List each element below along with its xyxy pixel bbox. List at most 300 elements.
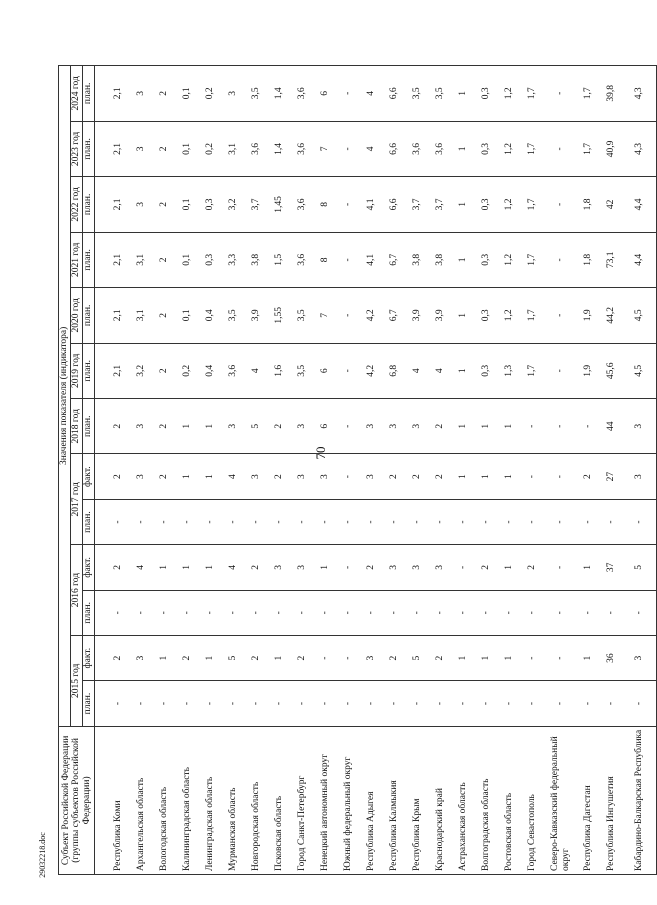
table-row [544,66,577,875]
value-cell: - [314,590,337,635]
table-row [222,66,245,875]
value-cell: - [544,288,577,343]
value-cell: - [176,499,199,544]
subject-name-cell: Ненецкий автономный округ [314,726,337,874]
subject-name-cell: Краснодарский край [429,726,452,874]
value-cell: - [544,545,577,590]
value-cell: 2 [153,288,176,343]
footer-document-code: 29032218.doc [37,832,47,878]
value-cell: 3 [291,454,314,499]
subject-name-cell: Мурманская область [222,726,245,874]
value-cell: - [544,399,577,454]
value-cell: - [383,499,406,544]
value-cell: - [176,681,199,726]
table-row [153,66,176,875]
value-cell: 4,1 [360,232,383,287]
value-cell: 8 [314,232,337,287]
value-cell: 3,5 [291,288,314,343]
value-cell: 1,7 [521,121,544,176]
value-cell: - [475,681,498,726]
value-cell: 2 [291,635,314,680]
subject-column-header: Субъект Российской Федерации (группы субъектов Российской Федерации) [59,726,95,874]
value-cell: - [429,590,452,635]
value-cell: 1 [199,454,222,499]
table-row [623,66,657,875]
value-cell: 3 [130,399,153,454]
value-cell: 1,55 [268,288,291,343]
value-cell: 6,6 [383,121,406,176]
value-cell: 1 [199,635,222,680]
value-cell: - [498,590,521,635]
value-cell: - [498,681,521,726]
subject-name-cell: Город Севастополь [521,726,544,874]
value-cell: 0,1 [176,288,199,343]
subject-name-cell: Ростовская область [498,726,521,874]
value-cell: 6,6 [383,66,406,122]
value-cell: 1 [577,545,600,590]
value-cell: 1,5 [268,232,291,287]
value-cell: - [130,590,153,635]
value-cell: - [577,590,600,635]
value-cell: 0,3 [199,177,222,232]
value-cell: 1 [452,635,475,680]
subject-name-cell: Город Санкт-Петербург [291,726,314,874]
value-cell: - [199,499,222,544]
value-cell: 2,1 [95,288,131,343]
value-cell: 3,7 [406,177,429,232]
value-cell: - [337,635,360,680]
value-cell: - [521,499,544,544]
value-cell: 5 [406,635,429,680]
value-cell: 5 [245,399,268,454]
value-cell: 3 [291,545,314,590]
value-cell: - [337,399,360,454]
table-row [337,66,360,875]
value-cell: 6 [314,343,337,398]
page-number: 70 [313,446,328,460]
value-cell: - [268,499,291,544]
value-cell: 3 [314,454,337,499]
year-header: 2022 год [71,177,83,232]
value-cell: - [337,590,360,635]
value-cell: 3,6 [222,343,245,398]
subject-name-cell: Архангельская область [130,726,153,874]
value-cell: 1,8 [577,177,600,232]
table-row [577,66,600,875]
value-cell: 1 [475,399,498,454]
value-cell: 0,3 [199,232,222,287]
value-cell: 4,5 [623,288,657,343]
value-cell: 45,6 [600,343,623,398]
value-cell: 2 [95,454,131,499]
value-cell: 0,4 [199,288,222,343]
value-cell: - [544,66,577,122]
subject-name-cell: Ленинградская область [199,726,222,874]
value-cell: 3 [623,454,657,499]
value-cell: 2 [429,399,452,454]
value-cell: 1,2 [498,288,521,343]
value-cell: - [577,399,600,454]
value-cell: 3,8 [245,232,268,287]
year-header: 2018 год [71,399,83,454]
value-cell: 3 [429,545,452,590]
value-cell: 2,1 [95,121,131,176]
value-cell: - [521,635,544,680]
value-cell: 3 [360,635,383,680]
value-cell: 4 [222,454,245,499]
value-cell: 1 [498,545,521,590]
value-cell: - [600,499,623,544]
year-header: 2024 год [71,66,83,122]
value-cell: - [199,590,222,635]
value-cell: 1 [452,232,475,287]
sub-header-plan: план. [83,288,95,343]
value-cell: 1 [452,399,475,454]
value-cell: 2 [95,545,131,590]
table-row [314,66,337,875]
value-cell: - [337,232,360,287]
subject-name-cell: Новгородская область [245,726,268,874]
value-cell: 3 [130,121,153,176]
value-cell: 1 [153,635,176,680]
value-cell: 7 [314,121,337,176]
value-cell: 3,7 [429,177,452,232]
value-cell: - [577,681,600,726]
value-cell: - [544,454,577,499]
value-cell: - [130,681,153,726]
value-cell: 0,3 [475,177,498,232]
value-cell: 1 [452,177,475,232]
value-cell: - [153,681,176,726]
value-cell: 3 [360,399,383,454]
value-cell: 2 [153,399,176,454]
value-cell: 3 [623,635,657,680]
value-cell: - [95,590,131,635]
value-cell: 2 [153,232,176,287]
value-cell: - [544,681,577,726]
value-cell: - [268,681,291,726]
value-cell: - [521,590,544,635]
value-cell: 0,2 [199,121,222,176]
value-cell: 2 [153,121,176,176]
value-cell: - [245,499,268,544]
value-cell: 3,5 [245,66,268,122]
value-cell: 3,5 [291,343,314,398]
value-cell: 2 [429,635,452,680]
value-cell: - [475,590,498,635]
value-cell: 0,1 [176,232,199,287]
subject-name-cell: Республика Коми [95,726,131,874]
value-cell: 1,2 [498,232,521,287]
value-cell: 4,2 [360,288,383,343]
value-cell: 3,6 [406,121,429,176]
value-cell: 1 [314,545,337,590]
value-cell: 1 [153,545,176,590]
value-cell: - [337,288,360,343]
table-row [406,66,429,875]
subject-name-cell: Республика Адыгея [360,726,383,874]
value-cell: 1 [475,635,498,680]
value-cell: 3,2 [130,343,153,398]
value-cell: 3,7 [245,177,268,232]
value-cell: 36 [600,635,623,680]
value-cell: 1 [452,66,475,122]
value-cell: 1 [577,635,600,680]
value-cell: - [153,590,176,635]
value-cell: - [452,499,475,544]
value-cell: 4,1 [360,177,383,232]
value-cell: 2 [268,399,291,454]
value-cell: 3,8 [429,232,452,287]
value-cell: - [337,681,360,726]
value-cell: 2 [245,635,268,680]
value-cell: - [314,681,337,726]
value-cell: - [521,399,544,454]
value-cell: 3 [222,399,245,454]
sub-header-plan: план. [83,121,95,176]
value-cell: 2 [153,177,176,232]
value-cell: 3 [268,545,291,590]
value-cell: 1 [268,635,291,680]
sub-header-plan: план. [83,590,95,635]
value-cell: 3,5 [406,66,429,122]
value-cell: 1 [498,454,521,499]
value-cell: - [95,681,131,726]
value-cell: 1 [452,343,475,398]
value-cell: 3,2 [222,177,245,232]
value-cell: - [153,499,176,544]
value-cell: 4,3 [623,66,657,122]
value-cell: - [623,681,657,726]
table-row [383,66,406,875]
sub-header-plan: план. [83,177,95,232]
indicator-table [58,65,657,875]
value-cell: 3 [130,66,153,122]
value-cell: 0,3 [475,232,498,287]
value-cell: 4,5 [623,343,657,398]
subject-name-cell: Северо-Кавказский федеральный округ [544,726,577,874]
value-cell: 0,2 [199,66,222,122]
value-cell: 6,7 [383,288,406,343]
value-cell: 4 [245,343,268,398]
value-cell: 0,4 [199,343,222,398]
value-cell: 1,7 [577,121,600,176]
value-cell: - [291,499,314,544]
indicator-values-header: Значения показателя (индикатора) [59,66,71,727]
value-cell: 0,1 [176,121,199,176]
value-cell: - [95,499,131,544]
sub-header-plan: план. [83,232,95,287]
value-cell: 3 [130,177,153,232]
value-cell: 27 [600,454,623,499]
value-cell: - [222,681,245,726]
value-cell: 1,2 [498,177,521,232]
value-cell: 6,7 [383,232,406,287]
value-cell: 1 [176,454,199,499]
sub-header-plan: план. [83,499,95,544]
value-cell: 1 [176,399,199,454]
value-cell: 0,1 [176,66,199,122]
year-header: 2019 год [71,343,83,398]
value-cell: 3,6 [291,232,314,287]
value-cell: - [222,499,245,544]
value-cell: - [337,66,360,122]
value-cell: 0,1 [176,177,199,232]
value-cell: 6,6 [383,177,406,232]
value-cell: - [383,590,406,635]
table-row [95,66,131,875]
table-row [199,66,222,875]
value-cell: - [337,343,360,398]
value-cell: 2 [245,545,268,590]
value-cell: 2 [475,545,498,590]
table-row [360,66,383,875]
value-cell: 1,8 [577,232,600,287]
table-row [429,66,452,875]
value-cell: 3 [245,454,268,499]
value-cell: 3,9 [429,288,452,343]
value-cell: 3 [406,545,429,590]
sub-header-plan: план. [83,681,95,726]
table-row [475,66,498,875]
sub-header-fact: факт. [83,454,95,499]
value-cell: 2 [429,454,452,499]
value-cell: 1,9 [577,288,600,343]
value-cell: 6 [314,399,337,454]
value-cell: 39,8 [600,66,623,122]
value-cell: 3,3 [222,232,245,287]
value-cell: - [521,681,544,726]
value-cell: 4 [406,343,429,398]
value-cell: - [383,681,406,726]
value-cell: 1 [199,545,222,590]
sub-header-plan: план. [83,343,95,398]
value-cell: - [544,232,577,287]
value-cell: - [245,681,268,726]
value-cell: 1 [498,399,521,454]
value-cell: 2 [383,454,406,499]
value-cell: 2 [383,635,406,680]
value-cell: 1 [452,121,475,176]
subject-name-cell: Псковская область [268,726,291,874]
value-cell: - [544,499,577,544]
value-cell: 1 [498,635,521,680]
table-row [291,66,314,875]
value-cell: 42 [600,177,623,232]
value-cell: 1,7 [521,343,544,398]
value-cell: 0,3 [475,343,498,398]
value-cell: 4,4 [623,232,657,287]
value-cell: 2 [153,66,176,122]
subject-name-cell: Республика Калмыкия [383,726,406,874]
sub-header-plan: план. [83,66,95,122]
value-cell: 2 [153,343,176,398]
value-cell: 0,3 [475,121,498,176]
table-row [498,66,521,875]
value-cell: 2 [360,545,383,590]
value-cell: - [337,545,360,590]
value-cell: - [406,499,429,544]
value-cell: 2 [153,454,176,499]
value-cell: 2,1 [95,66,131,122]
value-cell: 3,6 [291,66,314,122]
value-cell: - [498,499,521,544]
year-header: 2016 год [71,545,83,636]
value-cell: 1,45 [268,177,291,232]
value-cell: 3,5 [222,288,245,343]
value-cell: 0,3 [475,288,498,343]
value-cell: 3,1 [222,121,245,176]
value-cell: - [291,590,314,635]
year-header: 2023 год [71,121,83,176]
value-cell: - [176,590,199,635]
value-cell: 1,7 [521,232,544,287]
value-cell: - [475,499,498,544]
value-cell: 3 [623,399,657,454]
value-cell: - [544,121,577,176]
value-cell: - [521,454,544,499]
value-cell: - [337,454,360,499]
table-row [176,66,199,875]
value-cell: 37 [600,545,623,590]
value-cell: 2 [95,635,131,680]
value-cell: - [360,499,383,544]
table-row [452,66,475,875]
year-header: 2020 год [71,288,83,343]
value-cell: - [337,499,360,544]
value-cell: 1 [452,454,475,499]
value-cell: - [623,590,657,635]
value-cell: 2 [95,399,131,454]
subject-name-cell: Южный федеральный округ [337,726,360,874]
value-cell: 3 [383,545,406,590]
value-cell: 6 [314,66,337,122]
value-cell: 1 [176,545,199,590]
value-cell: 0,3 [475,66,498,122]
value-cell: 2,1 [95,177,131,232]
value-cell: 4 [130,545,153,590]
table-row [600,66,623,875]
value-cell: 3 [291,399,314,454]
value-cell: - [429,681,452,726]
value-cell: - [452,681,475,726]
subject-name-cell: Республика Ингушетия [600,726,623,874]
value-cell: - [544,177,577,232]
value-cell: 1,6 [268,343,291,398]
value-cell: 3,9 [245,288,268,343]
value-cell: 2 [521,545,544,590]
value-cell: 44,2 [600,288,623,343]
value-cell: 3,5 [429,66,452,122]
value-cell: 1,9 [577,343,600,398]
value-cell: 2 [268,454,291,499]
value-cell: 44 [600,399,623,454]
year-header: 2021 год [71,232,83,287]
value-cell: 1,4 [268,66,291,122]
value-cell: - [600,681,623,726]
value-cell: - [406,681,429,726]
value-cell: 1,7 [577,66,600,122]
subject-name-cell: Астраханская область [452,726,475,874]
value-cell: 3,6 [291,177,314,232]
value-cell: 1,2 [498,66,521,122]
value-cell: 3 [130,454,153,499]
value-cell: - [544,343,577,398]
value-cell: - [337,177,360,232]
rotated-table-container [58,65,645,875]
value-cell: 3,1 [130,288,153,343]
value-cell: 4 [360,66,383,122]
